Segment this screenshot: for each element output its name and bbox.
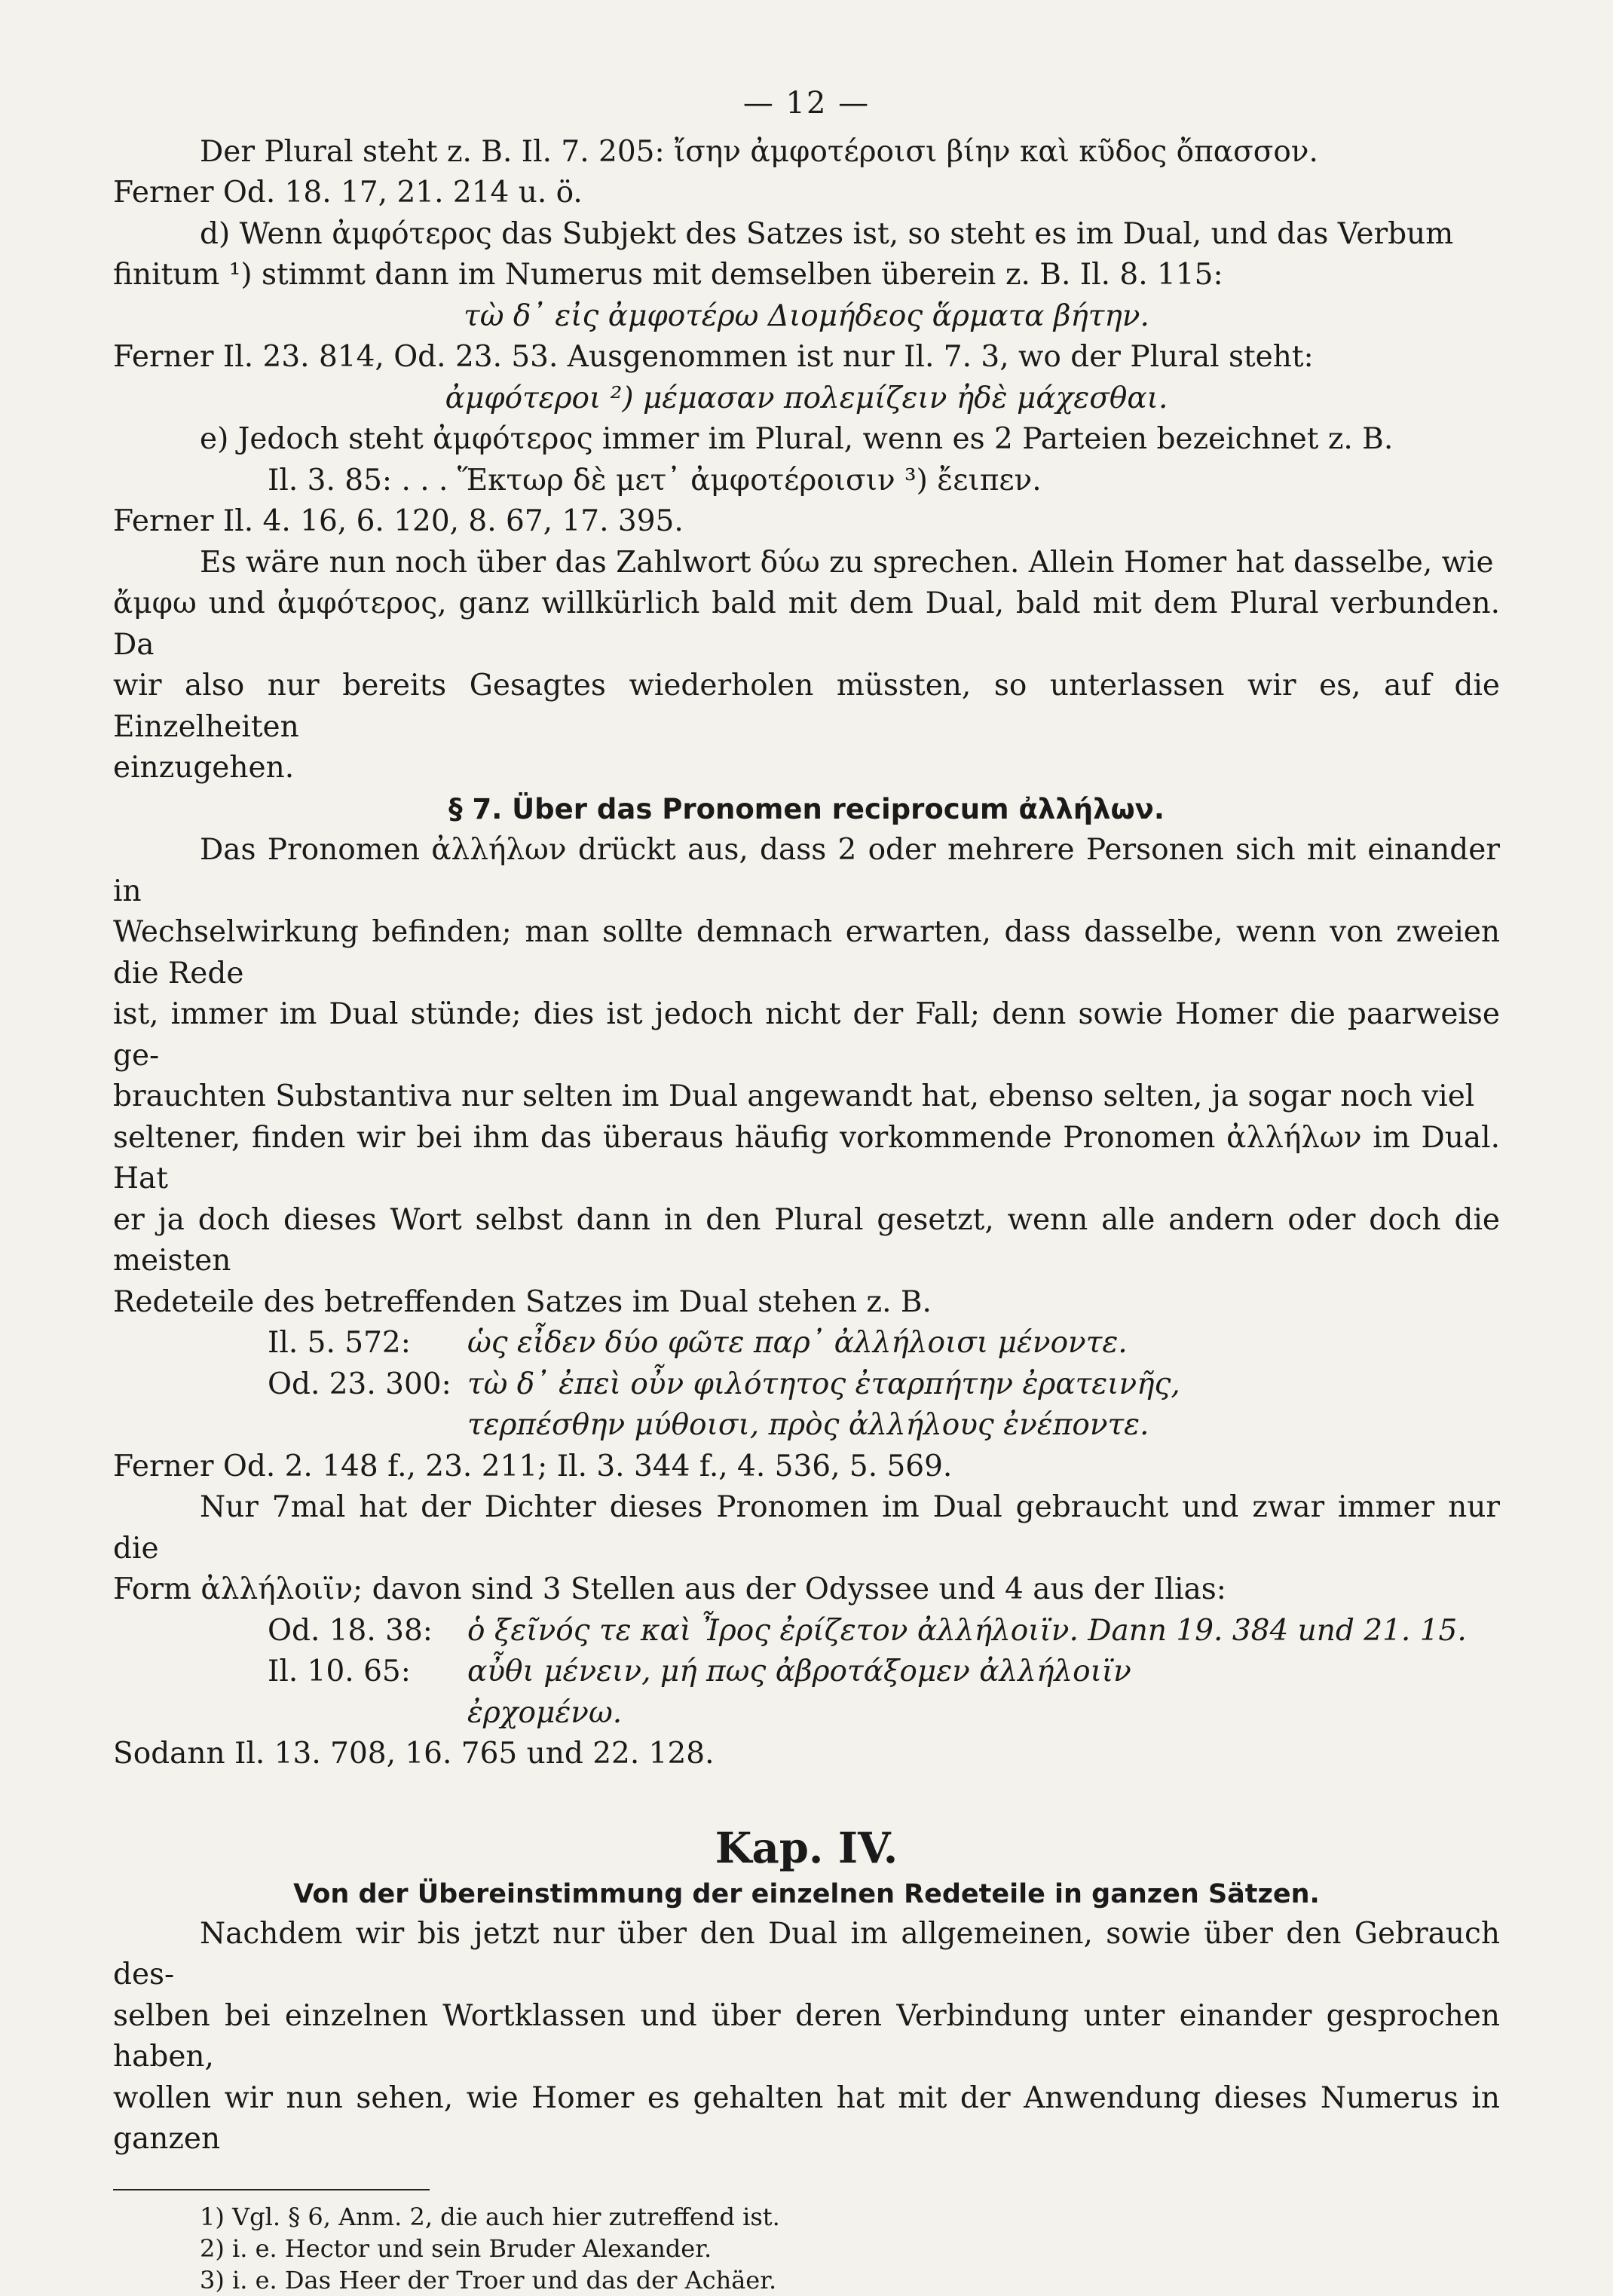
- text-line: Ferner Od. 2. 148 f., 23. 211; Il. 3. 344 f., 4. 536, 5. 569.: [113, 1449, 953, 1483]
- text-line: einzugehen.: [113, 751, 295, 785]
- text-line: seltener, finden wir bei ihm das überaus häufig vorkommende Pronomen ἀλλήλων im Dual. Hat: [113, 1120, 1500, 1195]
- text-line: er ja doch dieses Wort selbst dann in den Plural gesetzt, wenn alle andern oder doch die meisten: [113, 1202, 1500, 1278]
- quote-text: τερπέσθην μύθοισι, πρὸς ἀλλήλους ἐνέποντε.: [467, 1408, 1149, 1442]
- chapter-subtitle: Von der Übereinstimmung der einzelnen Redeteile in ganzen Sätzen.: [293, 1878, 1320, 1909]
- quote-text: ὁ ξεῖνός τε καὶ Ἶρος ἐρίζετον ἀλλήλοιϊν. Dann 19. 384 und 21. 15.: [467, 1613, 1467, 1648]
- text-line: Il. 3. 85: . . . Ἕκτωρ δὲ μετ᾽ ἀμφοτέροισιν ³) ἔειπεν.: [268, 463, 1042, 497]
- text-line: ist, immer im Dual stünde; dies ist jedoch nicht der Fall; denn sowie Homer die paarweise ge-: [113, 997, 1500, 1073]
- quote-row: [113, 1323, 1500, 1364]
- quote-row: [113, 1364, 1500, 1406]
- section-heading: § 7. Über das Pronomen reciprocum ἀλλήλων.: [448, 792, 1165, 825]
- quote-ref: Od. 18. 38:: [268, 1613, 433, 1648]
- footnote-divider: [113, 2189, 430, 2190]
- document-page: [113, 83, 1500, 2296]
- quote-row: [113, 1693, 1500, 1734]
- quote-ref: [113, 1693, 467, 1734]
- quote-row: [113, 1611, 1500, 1652]
- text-line: wir also nur bereits Gesagtes wiederholen müssten, so unterlassen wir es, auf die Einzelheiten: [113, 669, 1500, 744]
- quote-ref: Il. 5. 572:: [268, 1326, 411, 1360]
- text-line: Ferner Od. 18. 17, 21. 214 u. ö.: [113, 176, 583, 210]
- text-line: Nur 7mal hat der Dichter dieses Pronomen im Dual gebraucht und zwar immer nur die: [113, 1490, 1500, 1566]
- quote-text: αὖθι μένειν, μή πως ἀβροτάξομεν ἀλλήλοιϊν: [467, 1655, 1131, 1688]
- text-line: Form ἀλλήλοιϊν; davon sind 3 Stellen aus der Odyssee und 4 aus der Ilias:: [113, 1572, 1226, 1606]
- footnote: 3) i. e. Das Heer der Troer und das der Achäer.: [200, 2265, 777, 2294]
- quote-text: ὡς εἶδεν δύο φῶτε παρ᾽ ἀλλήλοισι μένοντε.: [467, 1326, 1128, 1360]
- chapter-title: Kap. IV.: [715, 1823, 898, 1873]
- text-line: Der Plural steht z. B. Il. 7. 205: ἴσην ἀμφοτέροισι βίην καὶ κῦδος ὄπασσον.: [200, 134, 1318, 169]
- text-line: selben bei einzelnen Wortklassen und über deren Verbindung unter einander gesprochen haben,: [113, 1998, 1500, 2074]
- text-line: e) Jedoch steht ἀμφότερος immer im Plural, wenn es 2 Parteien bezeichnet z. B.: [200, 422, 1394, 456]
- text-line: brauchten Substantiva nur selten im Dual angewandt hat, ebenso selten, ja sogar noch viel: [113, 1079, 1475, 1113]
- quote-ref: Od. 23. 300:: [268, 1367, 451, 1401]
- text-line: ἄμφω und ἀμφότερος, ganz willkürlich bald mit dem Dual, bald mit dem Plural verbunden. Da: [113, 586, 1500, 662]
- text-line: Sodann Il. 13. 708, 16. 765 und 22. 128.: [113, 1737, 715, 1771]
- text-line: wollen wir nun sehen, wie Homer es gehalten hat mit der Anwendung dieses Numerus in ganzen: [113, 2080, 1500, 2156]
- text-line: Ferner Il. 23. 814, Od. 23. 53. Ausgenommen ist nur Il. 7. 3, wo der Plural steht:: [113, 340, 1314, 374]
- page-number: — 12 —: [742, 86, 871, 121]
- footnote: 2) i. e. Hector und sein Bruder Alexander.: [200, 2233, 712, 2263]
- text-line: Wechselwirkung befinden; man sollte demnach erwarten, dass dasselbe, wenn von zweien die Rede: [113, 915, 1500, 990]
- text-line: Redeteile des betreffenden Satzes im Dual stehen z. B.: [113, 1284, 932, 1319]
- text-line: Das Pronomen ἀλλήλων drückt aus, dass 2 oder mehrere Personen sich mit einander in: [113, 833, 1500, 908]
- greek-quote: τὼ δ᾽ εἰς ἀμφοτέρω Διομήδεος ἅρματα βήτην.: [464, 298, 1149, 333]
- text-line: Nachdem wir bis jetzt nur über den Dual im allgemeinen, sowie über den Gebrauch des-: [113, 1916, 1500, 1991]
- text-line: Es wäre nun noch über das Zahlwort δύω zu sprechen. Allein Homer hat dasselbe, wie: [200, 545, 1494, 580]
- greek-quote: ἀμφότεροι ²) μέμασαν πολεμίζειν ἠδὲ μάχεσθαι.: [445, 381, 1168, 415]
- quote-ref: [113, 1405, 467, 1446]
- quote-row: [113, 1405, 1500, 1446]
- quote-text: τὼ δ᾽ ἐπεὶ οὖν φιλότητος ἐταρπήτην ἐρατεινῆς,: [467, 1367, 1180, 1401]
- footnote: 1) Vgl. § 6, Anm. 2, die auch hier zutreffend ist.: [200, 2202, 780, 2231]
- text-line: d) Wenn ἀμφότερος das Subjekt des Satzes ist, so steht es im Dual, und das Verbum: [200, 216, 1454, 251]
- quote-row: [113, 1652, 1500, 1693]
- quote-text: ἐρχομένω.: [467, 1695, 623, 1730]
- text-line: finitum ¹) stimmt dann im Numerus mit demselben überein z. B. Il. 8. 115:: [113, 258, 1223, 292]
- text-line: Ferner Il. 4. 16, 6. 120, 8. 67, 17. 395.: [113, 504, 684, 538]
- quote-ref: Il. 10. 65:: [268, 1655, 411, 1688]
